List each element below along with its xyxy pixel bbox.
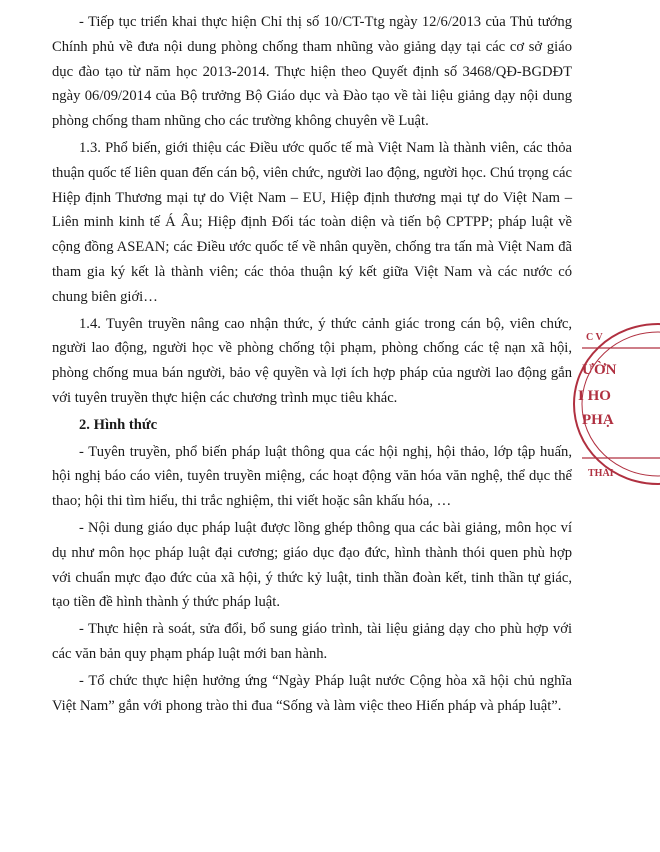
seal-line-1: C V bbox=[586, 332, 603, 343]
paragraph-form-lessons: - Nội dung giáo dục pháp luật được lồng ghép thông qua các bài giảng, môn học ví dụ như môn học pháp luật đại cương; giáo dục đạo đức, hình thành thói quen phù hợp với chuẩn mực đạo đức của xã hội, ý thức kỷ luật, tinh thần đoàn kết, tinh thần tự giác, tạo tiền đề hình thành ý thức pháp luật. bbox=[52, 519, 572, 611]
paragraph-1-3: 1.3. Phổ biến, giới thiệu các Điều ước quốc tế mà Việt Nam là thành viên, các thỏa thuận quốc tế liên quan đến cán bộ, viên chức, người lao động, người học. Chú trọng các Hiệp định Thương mại tự do Việt Nam – EU, Hiệp định thương mại tự do Việt Nam – Liên minh kinh tế Á Âu; Hiệp định Đối tác toàn diện và tiến bộ CPTPP; pháp luật về cộng đồng ASEAN; các Điều ước quốc tế về nhân quyền, chống tra tấn mà Việt Nam đã tham gia ký kết là thành viên; các thỏa thuận ký kết giữa Việt Nam và các nước có chung biên giới… bbox=[52, 139, 572, 305]
red-seal-stamp bbox=[570, 316, 630, 496]
seal-line-4: PHẠ bbox=[582, 412, 614, 428]
paragraph-form-events: - Tuyên truyền, phổ biến pháp luật thông qua các hội nghị, hội thảo, lớp tập huấn, hội nghị báo cáo viên, tuyên truyền miệng, các hoạt động văn hóa văn nghệ, thể dục thể thao; hội thi tìm hiểu, thi trắc nghiệm, thi viết hoặc sân khấu hóa, … bbox=[52, 443, 572, 510]
document-page bbox=[52, 10, 572, 720]
seal-line-2: ƯỜN bbox=[582, 362, 617, 378]
paragraph-directive-10: - Tiếp tục triển khai thực hiện Chỉ thị số 10/CT-Ttg ngày 12/6/2013 của Thủ tướng Chính phủ về đưa nội dung phòng chống tham nhũng vào giảng dạy tại các cơ sở giáo dục đào tạo từ năm học 2013-2014. Thực hiện theo Quyết định số 3468/QĐ-BGDĐT ngày 06/09/2014 của Bộ trưởng Bộ Giáo dục và Đào tạo về tài liệu giảng dạy nội dung phòng chống tham nhũng cho các trường không chuyên về Luật. bbox=[52, 14, 572, 130]
paragraph-1-4: 1.4. Tuyên truyền nâng cao nhận thức, ý thức cảnh giác trong cán bộ, viên chức, người lao động, người học về phòng chống tội phạm, phòng chống các tệ nạn xã hội, phòng chống mua bán người, bảo vệ quyền và lợi ích hợp pháp của người lao động gắn với tuyên truyền thực hiện các chương trình mục tiêu khác. bbox=[52, 315, 572, 406]
paragraph-form-review: - Thực hiện rà soát, sửa đổi, bổ sung giáo trình, tài liệu giảng dạy cho phù hợp với các văn bản quy phạm pháp luật mới ban hành. bbox=[52, 621, 572, 662]
seal-line-5: THÁI bbox=[588, 468, 614, 479]
paragraph-form-law-day: - Tổ chức thực hiện hưởng ứng “Ngày Pháp luật nước Cộng hòa xã hội chủ nghĩa Việt Nam” gắn với phong trào thi đua “Sống và làm việc theo Hiến pháp và pháp luật”. bbox=[52, 672, 572, 714]
seal-line-3: I HO bbox=[578, 388, 611, 404]
section-heading-form: 2. Hình thức bbox=[79, 416, 158, 433]
